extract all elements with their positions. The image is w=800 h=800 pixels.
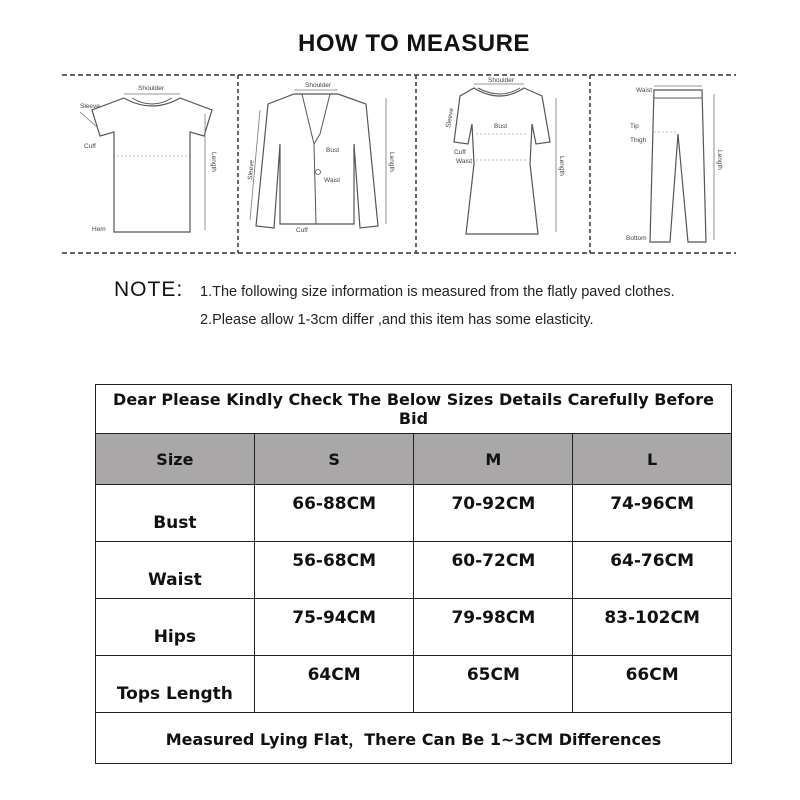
cell-hips-l: 83-102CM — [573, 599, 732, 656]
note-line-2: 2.Please allow 1-3cm differ ,and this item has some elasticity. — [200, 312, 594, 328]
pants-label-waist: Waist — [636, 87, 653, 94]
cell-bust-s: 66-88CM — [254, 485, 414, 542]
table-caption-row — [96, 385, 732, 434]
table-header-row — [96, 434, 732, 485]
pants-label-bottom: Bottom — [626, 235, 647, 242]
dress-label-cuff: Cuff — [454, 149, 466, 156]
dress-label-shoulder: Shoulder — [488, 77, 515, 84]
table-footer: Measured Lying Flat，There Can Be 1~3CM Differences — [96, 713, 732, 764]
cell-waist-m: 60-72CM — [414, 542, 573, 599]
blazer-diagram — [247, 82, 395, 234]
blazer-outline — [256, 94, 378, 228]
pants-label-length: Length — [716, 150, 723, 170]
dress-label-waist: Waist — [456, 158, 473, 165]
pants-label-thigh: Thigh — [630, 137, 647, 144]
diagrams-svg — [62, 74, 736, 254]
row-label-waist: Waist — [96, 542, 255, 599]
dress-diagram — [445, 77, 565, 234]
table-row — [96, 599, 732, 656]
pants-label-tip: Tip — [630, 123, 639, 130]
blazer-label-sleeve: Sleeve — [247, 159, 256, 181]
header-s: S — [254, 434, 414, 485]
tshirt-label-hem: Hem — [92, 226, 106, 233]
header-l: L — [573, 434, 732, 485]
blazer-label-bust: Bust — [326, 147, 340, 154]
tshirt-outline — [92, 98, 212, 232]
dress-label-length: Length — [558, 156, 565, 176]
table-row — [96, 485, 732, 542]
cell-bust-m: 70-92CM — [414, 485, 573, 542]
header-size: Size — [96, 434, 255, 485]
cell-tops-length-l: 66CM — [573, 656, 732, 713]
row-label-bust: Bust — [96, 485, 255, 542]
cell-bust-l: 74-96CM — [573, 485, 732, 542]
table-row — [96, 542, 732, 599]
row-label-hips: Hips — [96, 599, 255, 656]
measurement-diagrams — [62, 74, 736, 254]
blazer-label-length: Length — [388, 152, 395, 172]
table-footer-row — [96, 713, 732, 764]
dress-label-bust: Bust — [494, 123, 508, 130]
blazer-label-waist: Waist — [324, 177, 341, 184]
tshirt-label-shoulder: Shoulder — [138, 85, 165, 92]
cell-hips-s: 75-94CM — [254, 599, 414, 656]
tshirt-diagram — [80, 85, 217, 233]
blazer-label-cuff: Cuff — [296, 227, 308, 234]
tshirt-label-length: Length — [210, 152, 217, 172]
table-caption: Dear Please Kindly Check The Below Sizes Details Carefully Before Bid — [96, 385, 732, 434]
tshirt-label-sleeve: Sleeve — [80, 103, 100, 110]
cell-hips-m: 79-98CM — [414, 599, 573, 656]
cell-waist-s: 56-68CM — [254, 542, 414, 599]
cell-tops-length-s: 64CM — [254, 656, 414, 713]
note-label: NOTE: — [114, 278, 184, 301]
page-title: HOW TO MEASURE — [298, 30, 530, 57]
header-m: M — [414, 434, 573, 485]
cell-tops-length-m: 65CM — [414, 656, 573, 713]
dress-label-sleeve: Sleeve — [445, 107, 456, 129]
size-chart-table — [95, 384, 732, 764]
pants-diagram — [626, 86, 723, 242]
note-line-1: 1.The following size information is measured from the flatly paved clothes. — [200, 284, 675, 300]
blazer-label-shoulder: Shoulder — [305, 82, 332, 89]
pants-outline — [650, 90, 706, 242]
table-row — [96, 656, 732, 713]
cell-waist-l: 64-76CM — [573, 542, 732, 599]
tshirt-label-cuff: Cuff — [84, 143, 96, 150]
row-label-tops-length: Tops Length — [96, 656, 255, 713]
